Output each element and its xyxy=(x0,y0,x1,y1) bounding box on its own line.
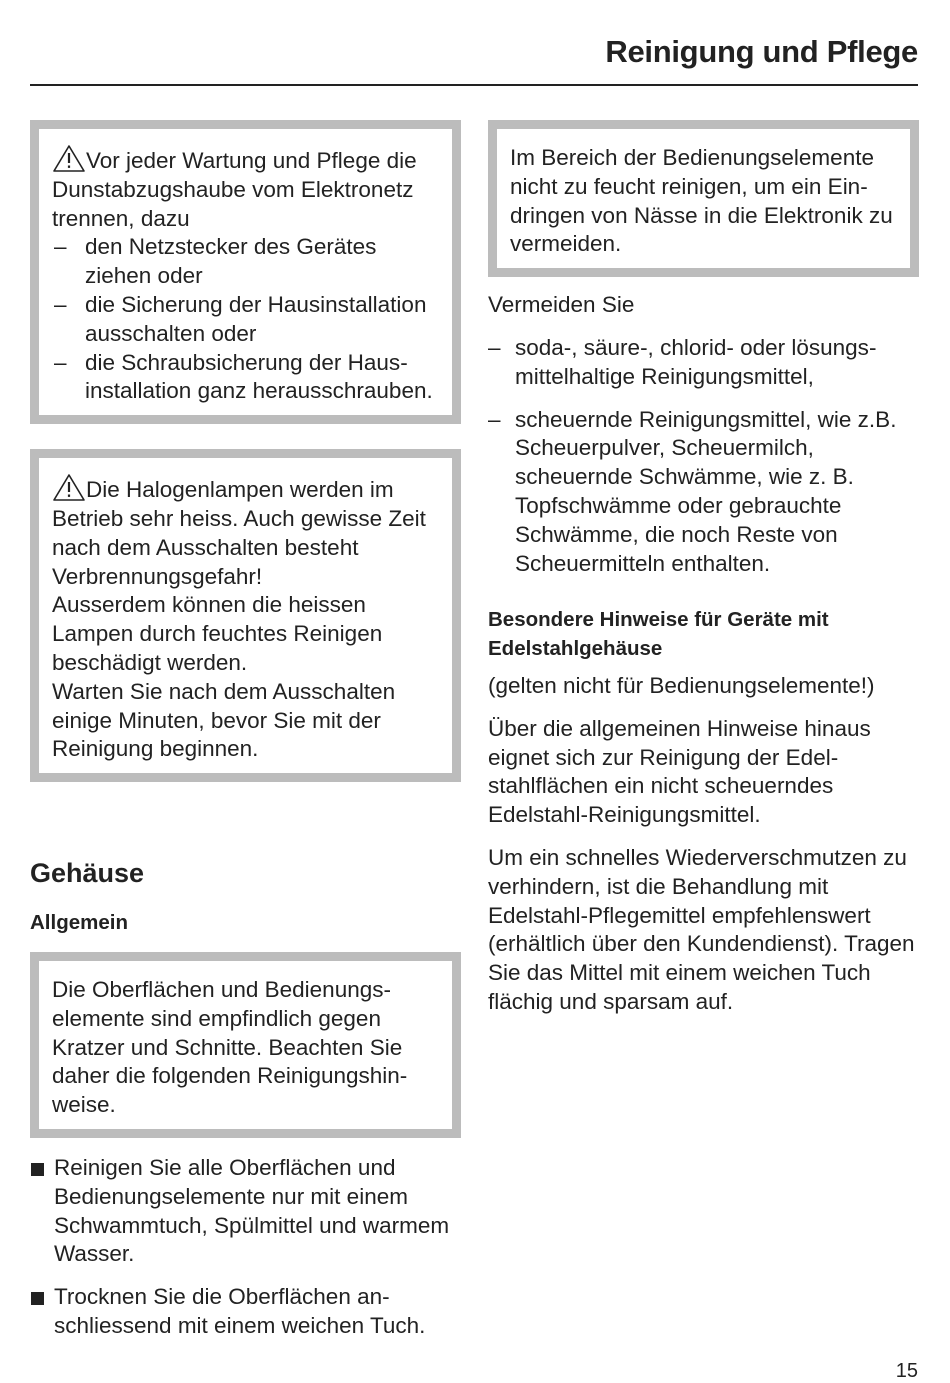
list-item: – die Sicherung der Hausinstallation ausschalten oder xyxy=(52,291,439,349)
subheading-allgemein: Allgemein xyxy=(30,911,128,935)
section-title-gehaeuse: Gehäuse xyxy=(30,858,145,889)
note-text: (gelten nicht für Bedienungselemente!) xyxy=(488,672,875,698)
subheading-edelstahl: Besondere Hinweise für Geräte mit Edelstahlgehäuse xyxy=(488,608,829,661)
list-item: – soda-, säure-, chlorid- oder lösungsmittelhaltige Reinigungsmittel, xyxy=(488,334,919,392)
warning-box-power xyxy=(30,120,461,424)
paragraph: Über die allgemeinen Hinweise hinaus eignet sich zur Reinigung der Edelstahlflächen ein nicht scheuerndes Edelstahl-Reinigungsmittel. xyxy=(488,715,871,828)
warning-triangle-icon xyxy=(52,144,86,172)
info-box-text: Die Oberflächen und Bedienungselemente sind empfindlich gegen Kratzer und Schnitte. Beachten Sie daher die folgenden Reinigungshinweise. xyxy=(52,976,408,1118)
right-column xyxy=(488,120,919,1017)
avoid-intro: Vermeiden Sie xyxy=(488,292,635,318)
info-box-text: Im Bereich der Bedienungselemente nicht zu feucht reinigen, um ein Eindringen von Nässe in die Elektronik zu vermeiden. xyxy=(510,145,893,257)
warning-box-halogen xyxy=(30,449,461,782)
avoid-list xyxy=(488,334,919,578)
list-item: Reinigen Sie alle Oberflächen und Bedienungselemente nur mit einem Schwammtuch, Spülmittel und warmem Wasser. xyxy=(30,1154,461,1269)
header-divider xyxy=(30,84,918,86)
list-item: – die Schraubsicherung der Hausinstallation ganz herausschrauben. xyxy=(52,349,439,407)
halogen-warning-line1: Die Halogenlampen werden im Betrieb sehr heiss. Auch gewisse Zeit nach dem Ausschalten besteht Verbrennungsgefahr! xyxy=(52,477,426,589)
list-item: Trocknen Sie die Oberflächen anschliessend mit einem weichen Tuch. xyxy=(30,1283,461,1341)
list-item: – scheuernde Reinigungsmittel, wie z.B. Scheuerpulver, Scheuermilch, scheuernde Schwämme, wie z. B. Topfschwämme oder gebrauchte Schwämme, die noch Reste von Scheuermitteln enthalten. xyxy=(488,406,919,579)
halogen-warning-text xyxy=(52,473,439,591)
warning-intro xyxy=(52,144,439,233)
paragraph: Um ein schnelles Wiederverschmutzen zu verhindern, ist die Behandlung mit Edelstahl-Pflegemittel empfehlenswert (erhältlich über den Kundendienst). Tragen Sie das Mittel mit einem weichen Tuch flächig und sparsam auf. xyxy=(488,844,915,1014)
disconnect-options-list xyxy=(52,233,439,406)
halogen-warning-line2: Ausserdem können die heissen Lampen durch feuchtes Reinigen beschädigt werden. xyxy=(52,592,383,675)
halogen-warning-line3: Warten Sie nach dem Ausschalten einige Minuten, bevor Sie mit der Reinigung beginnen. xyxy=(52,678,396,762)
left-column xyxy=(30,120,461,1341)
page-title: Reinigung und Pflege xyxy=(605,34,918,69)
list-item: – den Netzstecker des Gerätes ziehen oder xyxy=(52,233,439,291)
page-number: 15 xyxy=(895,1360,918,1382)
cleaning-instructions-list xyxy=(30,1154,461,1341)
info-box-controls xyxy=(488,120,919,277)
info-box-surfaces xyxy=(30,952,461,1138)
warning-triangle-icon xyxy=(52,473,86,501)
warning-intro-text: Vor jeder Wartung und Pflege die Dunstabzugshaube vom Elektronetz trennen, dazu xyxy=(52,148,417,231)
